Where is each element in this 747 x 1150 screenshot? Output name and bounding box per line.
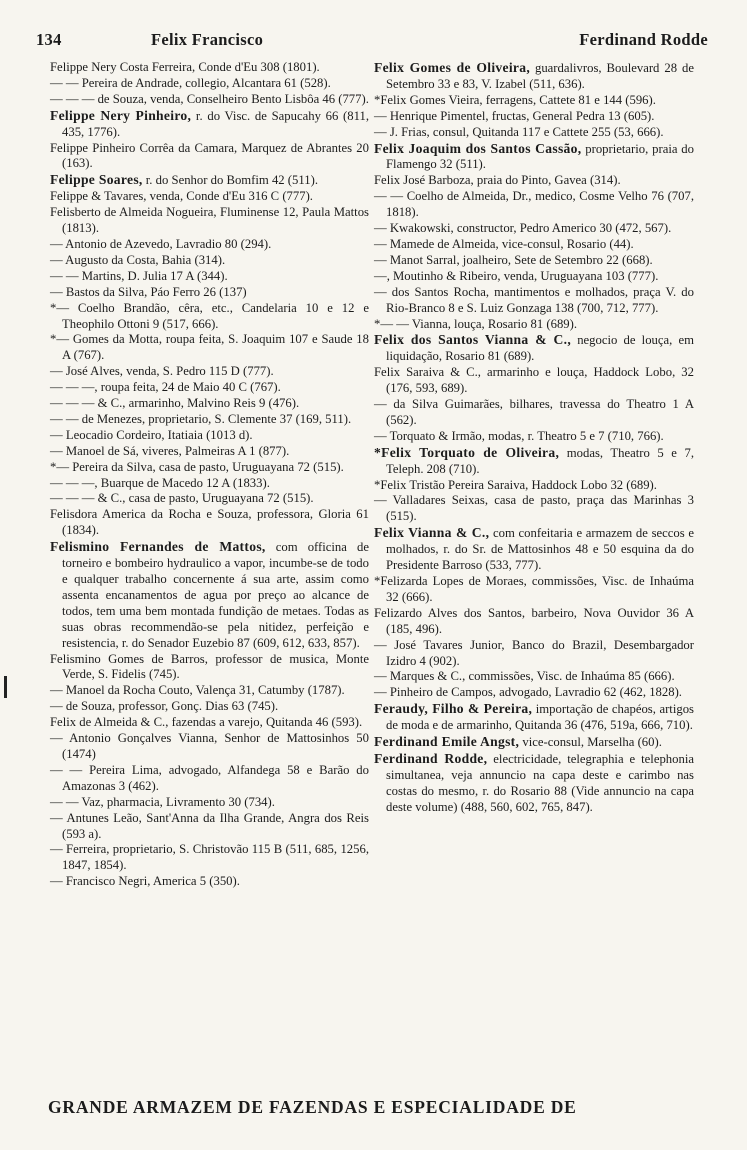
entry-text: — Ferreira, proprietario, S. Christovão 115 B (511, 685, 1256, 1847, 1854). xyxy=(50,842,369,873)
entry-text: Felix José Barboza, praia do Pinto, Gavea (314). xyxy=(374,173,621,188)
directory-entry xyxy=(374,429,694,445)
entry-text: *— Gomes da Motta, roupa feita, S. Joaquim 107 e Saude 18 A (767). xyxy=(50,332,369,363)
entry-text: — Antonio Gonçalves Vianna, Senhor de Mattosinhos 50 (1474) xyxy=(50,731,369,761)
directory-entry xyxy=(50,491,369,507)
entry-text: — Manot Sarral, joalheiro, Sete de Setembro 22 (668). xyxy=(374,252,653,267)
entry-text: Felippe Nery Costa Ferreira, Conde d'Eu 308 (1801). xyxy=(50,60,320,74)
directory-entry xyxy=(374,606,694,638)
entry-text: negocio de louça, em liquidação, Rosario 81 (689). xyxy=(386,333,694,364)
left-column xyxy=(50,60,369,890)
directory-entry xyxy=(374,93,694,109)
right-column xyxy=(374,60,694,816)
entry-text: com officina de torneiro e bombeiro hydraulico a vapor, incumbe-se de todo e qualquer trabalho concernente á sua arte, assim como assenta encanamentos de agua por preço ao alcance de todos, tem uma bem montada fundição de metaes. Todas as suas obras recommendão-se pela nitidez, perfeição e resistencia, r. do Senador Euzebio 87 (609, 612, 633, 857). xyxy=(62,540,370,650)
header-left-title: Felix Francisco xyxy=(151,30,264,49)
entry-text: *Felix Tristão Pereira Saraiva, Haddock Lobo 32 (689). xyxy=(374,477,657,492)
directory-entry xyxy=(50,269,369,285)
entry-text: *Felizarda Lopes de Moraes, commissões, Visc. de Inhaúma 32 (666). xyxy=(374,574,694,604)
directory-entry xyxy=(374,685,694,701)
entry-text: — — Pereira Lima, advogado, Alfandega 58 e Barão do Amazonas 3 (462). xyxy=(50,762,369,793)
entry-text: — — de Menezes, proprietario, S. Clemente 37 (169, 511). xyxy=(50,411,352,426)
entry-text: —, Moutinho & Ribeiro, venda, Uruguayana 103 (777). xyxy=(374,268,659,283)
entry-text: — — —, roupa feita, 24 de Maio 40 C (767). xyxy=(50,380,281,395)
entry-text: — — —, Buarque de Macedo 12 A (1833). xyxy=(50,475,270,490)
entry-text: — Bastos da Silva, Páo Ferro 26 (137) xyxy=(50,284,247,299)
entry-text: Felizardo Alves dos Santos, barbeiro, Nova Ouvidor 36 A (185, 496). xyxy=(374,605,694,636)
entry-text: — da Silva Guimarães, bilhares, travessa do Theatro 1 A (562). xyxy=(374,397,694,427)
directory-entry xyxy=(50,460,369,476)
directory-entry xyxy=(374,478,694,494)
directory-entry xyxy=(374,493,694,525)
directory-entry xyxy=(50,476,369,492)
entry-text: Felix Saraiva & C., armarinho e louça, Haddock Lobo, 32 (176, 593, 689). xyxy=(374,365,694,396)
entry-text: — Leocadio Cordeiro, Itatiaia (1013 d). xyxy=(50,427,253,442)
entry-text: proprietario, praia do Flamengo 32 (511). xyxy=(386,141,694,172)
directory-entry xyxy=(374,285,694,317)
directory-entry xyxy=(50,652,369,684)
entry-text: Felismino Gomes de Barros, professor de musica, Monte Verde, S. Fidelis (745). xyxy=(50,651,369,682)
entry-text: — — — & C., armarinho, Malvino Reis 9 (476). xyxy=(50,396,300,411)
directory-entry xyxy=(50,795,369,811)
entry-text: — Augusto da Costa, Bahia (314). xyxy=(50,252,226,267)
directory-entry xyxy=(50,811,369,843)
entry-text: — dos Santos Rocha, mantimentos e molhados, praça V. do Rio-Branco 8 e S. Luiz Gonzaga 138 (700, 712, 777). xyxy=(374,284,694,315)
directory-entry xyxy=(50,108,369,141)
directory-entry xyxy=(50,332,369,364)
entry-text: — Manoel de Sá, viveres, Palmeiras A 1 (877). xyxy=(50,443,290,458)
entry-text: — — Pereira de Andrade, collegio, Alcantara 61 (528). xyxy=(50,75,331,90)
entry-text: electricidade, telegraphia e telephonia simultanea, veja annuncio na capa deste e carimbo nas costas do mesmo, r. do Rosario 88 (Vide annuncio na capa deste volume) (488, 560, 602, 765, 847). xyxy=(386,751,694,814)
entry-text: Felisberto de Almeida Nogueira, Fluminense 12, Paula Mattos (1813). xyxy=(50,205,369,236)
directory-entry xyxy=(374,701,694,734)
directory-entry xyxy=(50,683,369,699)
directory-entry xyxy=(50,141,369,173)
entry-text: — de Souza, professor, Gonç. Dias 63 (745). xyxy=(50,699,279,714)
directory-entry xyxy=(374,189,694,221)
entry-text: *— Coelho Brandão, cêra, etc., Candelaria 10 e 12 e Theophilo Ottoni 9 (517, 666). xyxy=(50,300,369,331)
entry-name: Feraudy, Filho & Pereira, xyxy=(374,701,533,717)
entry-text: — Antonio de Azevedo, Lavradio 80 (294). xyxy=(50,236,272,251)
entry-text: *— — Vianna, louça, Rosario 81 (689). xyxy=(374,316,578,331)
directory-entry xyxy=(50,172,369,189)
directory-entry xyxy=(50,444,369,460)
entry-name: Ferdinand Emile Angst, xyxy=(374,734,520,750)
directory-entry xyxy=(50,731,369,763)
entry-text: vice-consul, Marselha (60). xyxy=(519,735,662,750)
directory-entry xyxy=(374,317,694,333)
entry-text: — José Alves, venda, S. Pedro 115 D (777). xyxy=(50,364,274,379)
entry-text: — Kwakowski, constructor, Pedro Americo 30 (472, 567). xyxy=(374,221,672,236)
directory-entry xyxy=(374,397,694,429)
entry-text: com confeitaria e armazem de seccos e molhados, r. do Sr. de Mattosinhos 48 e 50 esquina da do Presidente Barroso (533, 777). xyxy=(386,526,695,573)
entry-text: *Felix Gomes Vieira, ferragens, Cattete 81 e 144 (596). xyxy=(374,92,656,107)
directory-entry xyxy=(50,699,369,715)
entry-text: — — — & C., casa de pasto, Uruguayana 72 (515). xyxy=(50,491,314,506)
entry-text: — Marques & C., commissões, Visc. de Inhaúma 85 (666). xyxy=(374,669,675,684)
entry-name: Felippe Nery Pinheiro, xyxy=(50,107,192,123)
directory-entry xyxy=(374,237,694,253)
directory-entry xyxy=(374,221,694,237)
entry-text: — — — de Souza, venda, Conselheiro Bento Lisbôa 46 (777). xyxy=(50,91,369,106)
entry-name: Felix Gomes de Oliveira, xyxy=(374,60,531,75)
directory-entry xyxy=(50,189,369,205)
entry-text: — José Tavares Junior, Banco do Brazil, Desembargador Izidro 4 (902). xyxy=(374,637,694,668)
directory-entry xyxy=(374,669,694,685)
entry-text: Felisdora America da Rocha e Souza, professora, Gloria 61 (1834). xyxy=(50,507,369,538)
margin-mark xyxy=(4,676,7,698)
entry-name: Felippe Soares, xyxy=(50,172,143,188)
entry-name: Felix Joaquim dos Santos Cassão, xyxy=(374,140,582,156)
entry-text: — Torquato & Irmão, modas, r. Theatro 5 e 7 (710, 766). xyxy=(374,428,664,443)
directory-entry xyxy=(50,763,369,795)
entry-text: — — Martins, D. Julia 17 A (344). xyxy=(50,268,228,283)
directory-entry xyxy=(374,141,694,174)
entry-text: Felippe & Tavares, venda, Conde d'Eu 316 C (777). xyxy=(50,189,313,204)
directory-entry xyxy=(374,109,694,125)
directory-entry xyxy=(50,301,369,333)
directory-entry xyxy=(374,525,694,574)
entry-text: *— Pereira da Silva, casa de pasto, Uruguayana 72 (515). xyxy=(50,459,344,474)
directory-entry xyxy=(374,638,694,670)
entry-name: Felismino Fernandes de Mattos, xyxy=(50,539,266,555)
directory-entry xyxy=(374,734,694,751)
directory-entry xyxy=(374,125,694,141)
entry-text: r. do Senhor do Bomfim 42 (511). xyxy=(142,173,318,188)
entry-text: r. do Visc. de Sapucahy 66 (811, 435, 1776). xyxy=(62,108,370,139)
entry-text: guardalivros, Boulevard 28 de Setembro 33 e 83, V. Izabel (511, 636). xyxy=(386,61,694,91)
entry-name: *Felix Torquato de Oliveira, xyxy=(374,444,560,460)
directory-entry xyxy=(374,60,694,93)
directory-entry xyxy=(50,507,369,539)
directory-entry xyxy=(374,365,694,397)
directory-entry xyxy=(50,380,369,396)
entry-text: Felippe Pinheiro Corrêa da Camara, Marquez de Abrantes 20 (163). xyxy=(50,140,369,171)
directory-entry xyxy=(50,396,369,412)
directory-entry xyxy=(50,412,369,428)
entry-text: — Francisco Negri, America 5 (350). xyxy=(50,874,240,889)
page-header xyxy=(36,30,708,54)
directory-entry xyxy=(50,364,369,380)
page-footer: GRANDE ARMAZEM DE FAZENDAS E ESPECIALIDADE DE xyxy=(48,1097,577,1117)
directory-entry xyxy=(50,842,369,874)
entry-text: — — Coelho de Almeida, Dr., medico, Cosme Velho 76 (707, 1818). xyxy=(374,189,694,220)
entry-name: Felix Vianna & C., xyxy=(374,525,490,541)
directory-entry xyxy=(374,445,694,478)
entry-text: — J. Frias, consul, Quitanda 117 e Cattete 255 (53, 666). xyxy=(374,124,664,139)
entry-name: Ferdinand Rodde, xyxy=(374,750,488,766)
directory-entry xyxy=(50,428,369,444)
directory-entry xyxy=(374,332,694,365)
entry-text: modas, Theatro 5 e 7, Teleph. 208 (710). xyxy=(386,445,694,476)
page-number: 134 xyxy=(36,30,62,49)
directory-entry xyxy=(50,285,369,301)
directory-entry xyxy=(50,60,369,76)
directory-entry xyxy=(50,253,369,269)
entry-text: — Mamede de Almeida, vice-consul, Rosario (44). xyxy=(374,236,634,251)
directory-entry xyxy=(374,269,694,285)
entry-name: Felix dos Santos Vianna & C., xyxy=(374,332,572,348)
directory-entry xyxy=(50,715,369,731)
directory-entry xyxy=(50,539,369,651)
directory-entry xyxy=(374,253,694,269)
header-right-title: Ferdinand Rodde xyxy=(579,30,708,49)
entry-text: importação de chapéos, artigos de moda e de armarinho, Quitanda 36 (476, 519a, 666, 710). xyxy=(386,702,694,733)
entry-text: — Valladares Seixas, casa de pasto, praça das Marinhas 3 (515). xyxy=(374,493,694,524)
entry-text: — — Vaz, pharmacia, Livramento 30 (734). xyxy=(50,794,275,809)
entry-text: Felix de Almeida & C., fazendas a varejo, Quitanda 46 (593). xyxy=(50,715,363,730)
directory-entry xyxy=(374,173,694,189)
directory-entry xyxy=(374,574,694,606)
directory-entry xyxy=(50,76,369,92)
directory-entry xyxy=(50,92,369,108)
entry-text: — Henrique Pimentel, fructas, General Pedra 13 (605). xyxy=(374,108,655,123)
directory-entry xyxy=(50,237,369,253)
directory-entry xyxy=(50,874,369,890)
directory-entry xyxy=(374,751,694,816)
directory-entry xyxy=(50,205,369,237)
entry-text: — Pinheiro de Campos, advogado, Lavradio 62 (462, 1828). xyxy=(374,685,682,700)
entry-text: — Manoel da Rocha Couto, Valença 31, Catumby (1787). xyxy=(50,683,345,698)
entry-text: — Antunes Leão, Sant'Anna da Ilha Grande, Angra dos Reis (593 a). xyxy=(50,810,369,841)
